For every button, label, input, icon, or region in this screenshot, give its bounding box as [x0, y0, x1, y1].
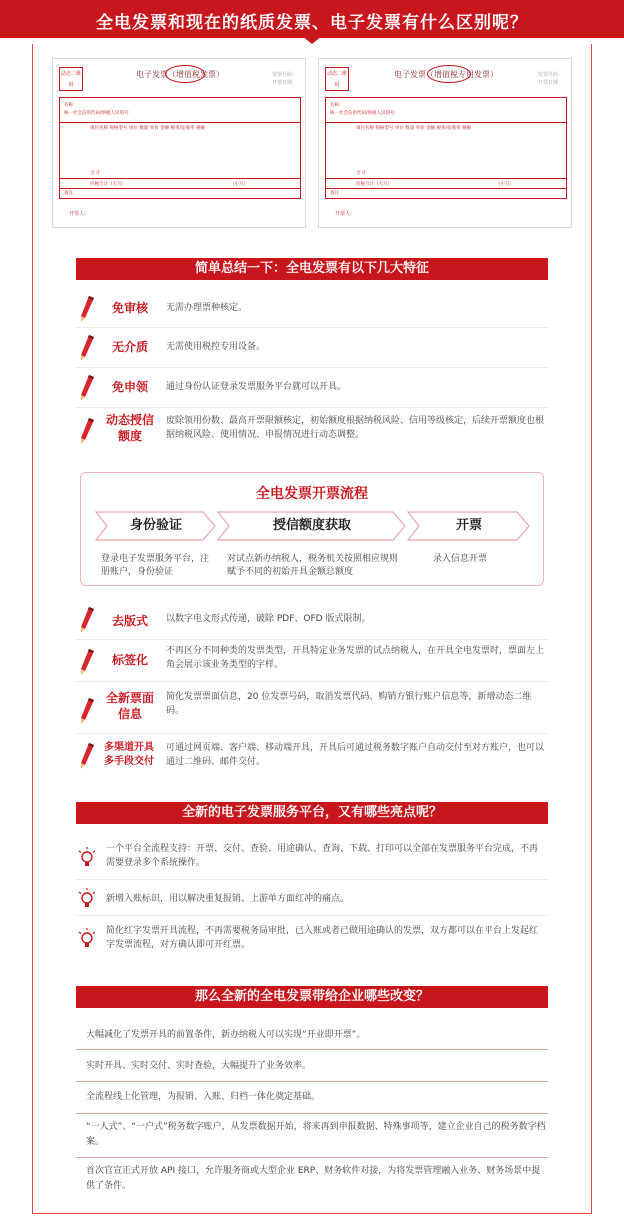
- invoice-remark: 备注: [64, 191, 73, 196]
- change-text: “一人式”、“一户式”税务数字账户，从发票数据开始，将来再到申报数据、特殊事项等，建立企业自己的税务数字档案。: [86, 1122, 546, 1147]
- feature-label: 动态授信额度: [105, 413, 154, 443]
- highlight-item: [76, 882, 548, 916]
- changes-banner: 那么全新的全电发票带给企业哪些改变？: [76, 986, 548, 1008]
- feature-row: [76, 292, 548, 328]
- highlight-oval: [165, 65, 205, 83]
- feature-row: [76, 684, 548, 734]
- process-title: 全电发票开票流程: [256, 486, 368, 502]
- invoice-body: [325, 97, 567, 199]
- feature-row: [76, 330, 548, 368]
- process-step-label: 身份验证: [129, 518, 182, 533]
- pencil-icon: [80, 375, 94, 401]
- invoice-title: 电子发票（增值税发票）: [136, 70, 224, 79]
- summary-banner: 简单总结一下：全电发票有以下几大特征: [76, 258, 548, 280]
- change-text: 大幅减化了发票开具的前置条件，新办纳税人可以实现“开业即开票”。: [86, 1030, 366, 1040]
- qr-code-label: 动态二维码: [325, 67, 349, 91]
- invoice-total: 合 计: [90, 171, 101, 176]
- invoice-meta: 发票号码： 开票日期：: [537, 72, 563, 86]
- invoice-body: [59, 97, 301, 199]
- lightbulb-icon: [76, 846, 98, 870]
- highlight-item: [76, 836, 548, 880]
- pencil-icon: [80, 607, 94, 633]
- feature-label: 全新票面信息: [105, 691, 154, 721]
- highlight-item: [76, 918, 548, 960]
- feature-row: [76, 602, 548, 640]
- feature-label: 多渠道开具多手段交付: [104, 742, 154, 767]
- feature-desc: 通过身份认证登录发票服务平台就可以开具。: [166, 382, 347, 392]
- feature-label: 标签化: [111, 653, 148, 667]
- pencil-icon: [80, 743, 94, 769]
- process-step: [95, 511, 217, 541]
- feature-row: [76, 370, 548, 408]
- buyer-name: 名称：: [330, 103, 344, 108]
- invoice-title: 电子发票（增值税专用发票）: [394, 70, 498, 79]
- change-item: [76, 1020, 548, 1050]
- pencil-icon: [80, 335, 94, 361]
- highlights-banner: 全新的电子发票服务平台，又有哪些亮点呢？: [76, 802, 548, 824]
- header-notch: [302, 36, 322, 44]
- process-step: [407, 511, 531, 541]
- page-title: 全电发票和现在的纸质发票、电子发票有什么区别呢？: [96, 13, 528, 33]
- change-text: 实时开具、实时交付、实时查验，大幅提升了业务效率。: [86, 1061, 312, 1071]
- feature-row: [76, 736, 548, 774]
- process-step-label: 授信额度获取: [272, 518, 351, 533]
- invoice-total: 合 计: [356, 171, 367, 176]
- process-box: [80, 472, 544, 586]
- highlight-text: 新增入账标识，用以解决重复报销、上游单方面红冲的痛点。: [106, 894, 350, 904]
- feature-desc: 无需办理票种核定。: [166, 303, 248, 313]
- feature-label: 免申领: [111, 380, 148, 394]
- feature-label: 免审核: [111, 301, 148, 315]
- process-step-desc: 登录电子发票服务平台，注册账户，身份验证: [101, 554, 210, 577]
- invoice-meta: 发票号码： 开票日期：: [271, 72, 297, 86]
- invoice-total-caps: 价税合计（大写）: [356, 182, 392, 187]
- invoice-remark: 备注: [330, 191, 339, 196]
- invoice-total-lower: （小写）: [230, 182, 248, 187]
- invoice-issuer: 开票人：: [335, 211, 356, 217]
- invoice-total-caps: 价税合计（大写）: [90, 182, 126, 187]
- lightbulb-icon: [76, 887, 98, 911]
- pencil-icon: [80, 649, 94, 675]
- feature-desc: 简化发票票面信息，20 位发票号码，取消发票代码、购销方银行账户信息等，新增动态二维码。: [166, 692, 532, 716]
- feature-desc: 废除领用份数、最高开票限额核定，初始额度根据纳税风险、信用等级核定，后续开票额度也根据纳税风险、使用情况、申报情况进行动态调整。: [166, 416, 545, 440]
- process-step-desc: 对试点新办纳税人，税务机关按照相应规则赋予不同的初始开具金额总额度: [227, 554, 399, 577]
- pencil-icon: [80, 698, 94, 724]
- change-item: [76, 1084, 548, 1114]
- change-item: [76, 1116, 548, 1158]
- invoice-columns: 项目名称 规格型号 单位 数量 单价 金额 税率/征收率 税额: [90, 126, 206, 131]
- pencil-icon: [80, 418, 94, 444]
- process-step-desc: 录入信息开票: [433, 554, 488, 564]
- invoice-total-lower: （小写）: [496, 182, 514, 187]
- feature-row: [76, 642, 548, 682]
- process-step: [217, 511, 407, 541]
- feature-desc: 可通过网页端、客户端、移动端开具，开具后可通过税务数字账户自动交付至对方账户，也可以通过二维码、邮件交付。: [166, 743, 545, 767]
- qr-code-label: 动态二维码: [59, 67, 83, 91]
- buyer-id: 统一社会信用代码/纳税人识别号：: [64, 111, 134, 116]
- process-step-label: 开票: [455, 518, 482, 533]
- invoice-sample-special: [318, 58, 572, 228]
- buyer-id: 统一社会信用代码/纳税人识别号：: [330, 111, 400, 116]
- invoice-columns: 项目名称 规格型号 单位 数量 单价 金额 税率/征收率 税额: [356, 126, 472, 131]
- highlight-oval: [427, 65, 471, 83]
- feature-label: 无介质: [111, 340, 148, 354]
- feature-desc: 无需使用税控专用设备。: [166, 342, 266, 352]
- highlight-text: 一个平台全流程支持：开票、交付、查验、用途确认、查询、下载、打印可以全部在发票服务平台完成，不再需要登录多个系统操作。: [106, 844, 539, 868]
- feature-desc: 以数字电文形式传递，破除 PDF、OFD 版式限制。: [166, 614, 371, 624]
- feature-label: 去版式: [111, 614, 148, 628]
- invoice-issuer: 开票人：: [69, 211, 90, 217]
- change-text: 全流程线上化管理，为报销、入账、归档一体化奠定基础。: [86, 1092, 321, 1102]
- invoice-sample-normal: [52, 58, 306, 228]
- highlight-text: 简化红字发票开具流程，不再需要税务局审批，已入账或者已做用途确认的发票，双方都可以在平台上发起红字发票流程，对方确认即可开红票。: [106, 926, 539, 950]
- buyer-name: 名称：: [64, 103, 78, 108]
- lightbulb-icon: [76, 927, 98, 951]
- feature-row: [76, 410, 548, 450]
- change-item: [76, 1160, 548, 1202]
- pencil-icon: [80, 296, 94, 322]
- change-item: [76, 1052, 548, 1082]
- feature-desc: 不再区分不同种类的发票类型，开具特定业务发票的试点纳税人，在开具全电发票时，票面左上角会展示该业务类型的字样。: [166, 646, 545, 670]
- change-text: 首次官宣正式开放 API 接口，允许服务商或大型企业 ERP、财务软件对接，为将发票管理融入业务、财务场景中提供了条件。: [86, 1166, 541, 1191]
